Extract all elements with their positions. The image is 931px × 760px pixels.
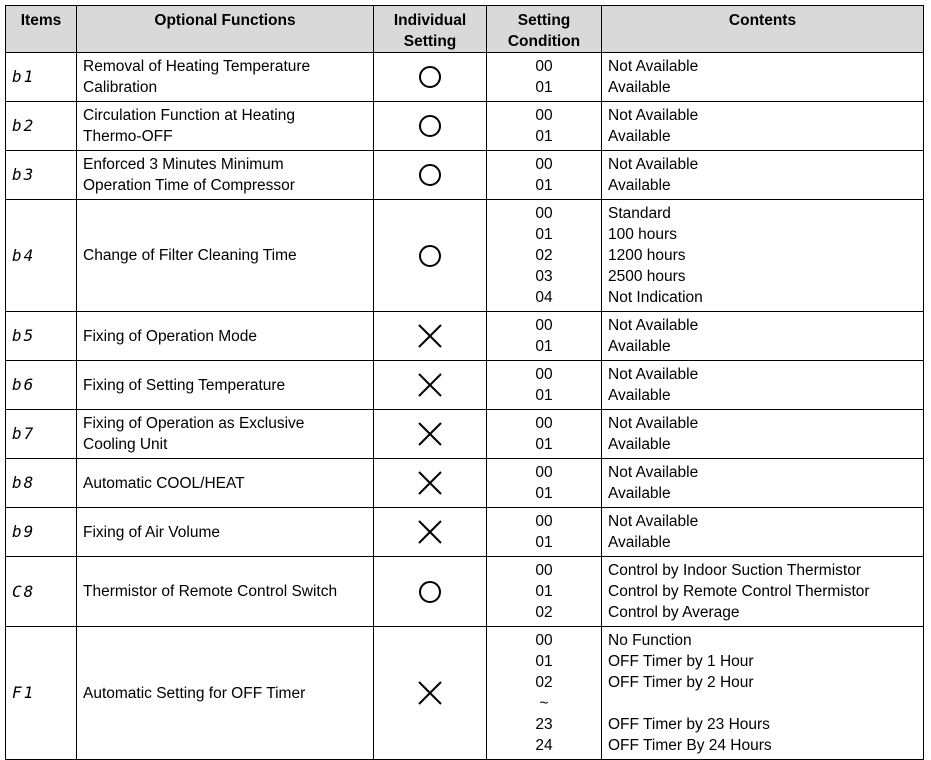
setting-condition: 00 01 02 03 04 (487, 200, 602, 312)
function-name: Fixing of Operation as Exclusive Cooling Unit (77, 410, 374, 459)
available-circle-icon (374, 102, 487, 151)
available-circle-icon (374, 53, 487, 102)
item-code: b1 (6, 53, 77, 102)
item-code: C8 (6, 557, 77, 627)
function-name: Fixing of Air Volume (77, 508, 374, 557)
header-row (6, 6, 924, 53)
optional-functions-table (5, 5, 924, 760)
header-individual-setting: Individual Setting (374, 6, 487, 53)
table-row (6, 151, 924, 200)
setting-condition: 00 01 (487, 361, 602, 410)
header-items: Items (6, 6, 77, 53)
contents: Not Available Available (602, 410, 924, 459)
item-code: b9 (6, 508, 77, 557)
function-name: Circulation Function at Heating Thermo-OFF (77, 102, 374, 151)
item-code: b5 (6, 312, 77, 361)
unavailable-cross-icon (374, 312, 487, 361)
available-circle-icon (374, 557, 487, 627)
function-name: Automatic Setting for OFF Timer (77, 627, 374, 760)
table-row (6, 200, 924, 312)
setting-condition: 00 01 (487, 459, 602, 508)
available-circle-icon (374, 200, 487, 312)
item-code: F1 (6, 627, 77, 760)
table-row (6, 361, 924, 410)
unavailable-cross-icon (374, 410, 487, 459)
table-row (6, 410, 924, 459)
contents: Not Available Available (602, 151, 924, 200)
unavailable-cross-icon (374, 459, 487, 508)
table-row (6, 102, 924, 151)
item-code: b7 (6, 410, 77, 459)
function-name: Thermistor of Remote Control Switch (77, 557, 374, 627)
item-code: b8 (6, 459, 77, 508)
table-row (6, 459, 924, 508)
unavailable-cross-icon (374, 508, 487, 557)
setting-condition: 00 01 (487, 53, 602, 102)
header-optional-functions: Optional Functions (77, 6, 374, 53)
table-row (6, 627, 924, 760)
contents: Not Available Available (602, 459, 924, 508)
contents: Standard 100 hours 1200 hours 2500 hours Not Indication (602, 200, 924, 312)
function-name: Change of Filter Cleaning Time (77, 200, 374, 312)
unavailable-cross-icon (374, 361, 487, 410)
item-code: b3 (6, 151, 77, 200)
function-name: Automatic COOL/HEAT (77, 459, 374, 508)
table-row (6, 508, 924, 557)
setting-condition: 00 01 (487, 508, 602, 557)
setting-condition: 00 01 02 (487, 557, 602, 627)
setting-condition: 00 01 02 ~ 23 24 (487, 627, 602, 760)
setting-condition: 00 01 (487, 151, 602, 200)
contents: Not Available Available (602, 508, 924, 557)
item-code: b6 (6, 361, 77, 410)
contents: No Function OFF Timer by 1 Hour OFF Timer by 2 Hour OFF Timer by 23 Hours OFF Timer By 24 Hours (602, 627, 924, 760)
setting-condition: 00 01 (487, 102, 602, 151)
setting-condition: 00 01 (487, 410, 602, 459)
contents: Control by Indoor Suction Thermistor Control by Remote Control Thermistor Control by Average (602, 557, 924, 627)
header-setting-condition: Setting Condition (487, 6, 602, 53)
function-name: Enforced 3 Minutes Minimum Operation Time of Compressor (77, 151, 374, 200)
contents: Not Available Available (602, 361, 924, 410)
header-contents: Contents (602, 6, 924, 53)
item-code: b2 (6, 102, 77, 151)
contents: Not Available Available (602, 102, 924, 151)
unavailable-cross-icon (374, 627, 487, 760)
table-row (6, 557, 924, 627)
contents: Not Available Available (602, 312, 924, 361)
table-row (6, 53, 924, 102)
function-name: Removal of Heating Temperature Calibration (77, 53, 374, 102)
table-row (6, 312, 924, 361)
function-name: Fixing of Setting Temperature (77, 361, 374, 410)
function-name: Fixing of Operation Mode (77, 312, 374, 361)
contents: Not Available Available (602, 53, 924, 102)
available-circle-icon (374, 151, 487, 200)
item-code: b4 (6, 200, 77, 312)
setting-condition: 00 01 (487, 312, 602, 361)
